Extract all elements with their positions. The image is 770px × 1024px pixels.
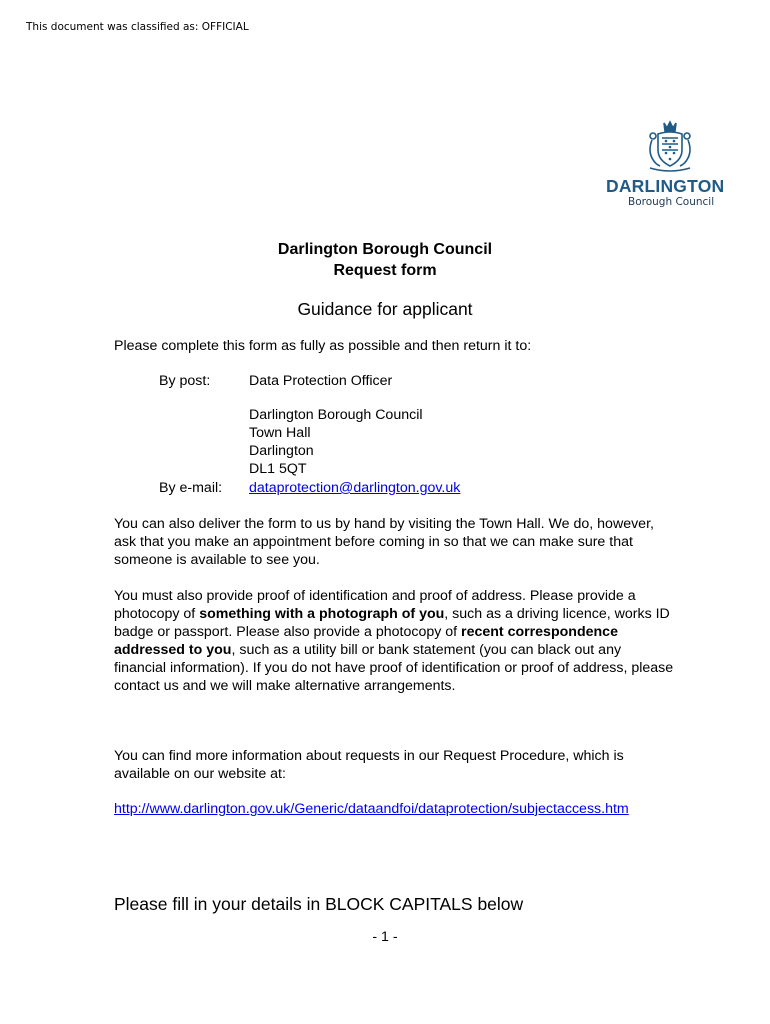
by-post-value: Data Protection Officer: [249, 373, 393, 389]
procedure-url-link[interactable]: http://www.darlington.gov.uk/Generic/dataandfoi/dataprotection/subjectaccess.htm: [114, 801, 629, 817]
document-subtitle: Request form: [333, 262, 437, 279]
address-line: DL1 5QT: [249, 461, 307, 477]
proof-text-3: , such as a utility bill or bank statement (you can black out any financial information). If you do not have proof of identification or proof of address, please contact us and we will make alternative arrangements.: [114, 642, 674, 694]
address-line: Darlington Borough Council: [249, 407, 423, 423]
email-link[interactable]: dataprotection@darlington.gov.uk: [249, 480, 461, 496]
council-logo: [604, 120, 736, 212]
classification-label: This document was classified as: OFFICIAL: [26, 21, 249, 33]
page-number: - 1 -: [372, 929, 398, 945]
address-line: Town Hall: [249, 425, 311, 441]
intro-text: Please complete this form as fully as possible and then return it to:: [114, 338, 532, 354]
proof-bold-photo: something with a photograph of you: [199, 606, 445, 622]
info-paragraph: You can find more information about requests in our Request Procedure, which is available on our website at:: [114, 748, 624, 782]
postal-address: [249, 406, 423, 478]
logo-wordmark: DARLINGTON: [606, 176, 725, 196]
deliver-paragraph: You can also deliver the form to us by hand by visiting the Town Hall. We do, however, ask that you make an appointment before coming in so that we can make sure that someone is available to see you.: [114, 516, 654, 568]
proof-paragraph: [114, 587, 674, 695]
proof-bold-correspondence: recent correspondence addressed to you: [114, 624, 618, 658]
by-post-label: By post:: [159, 373, 211, 389]
guidance-heading: Guidance for applicant: [297, 299, 473, 319]
crest-icon: [644, 120, 696, 174]
by-email-label: By e-mail:: [159, 480, 223, 496]
document-title: Darlington Borough Council: [277, 241, 493, 258]
proof-text-1: You must also provide proof of identification and proof of address. Please provide a photocopy of: [114, 588, 636, 622]
block-capitals-heading: Please fill in your details in BLOCK CAPITALS below: [114, 894, 524, 914]
proof-text-2: , such as a driving licence, works ID badge or passport. Please also provide a photocopy of: [114, 606, 670, 640]
address-line: Darlington: [249, 443, 314, 459]
logo-subtitle: Borough Council: [628, 196, 715, 208]
